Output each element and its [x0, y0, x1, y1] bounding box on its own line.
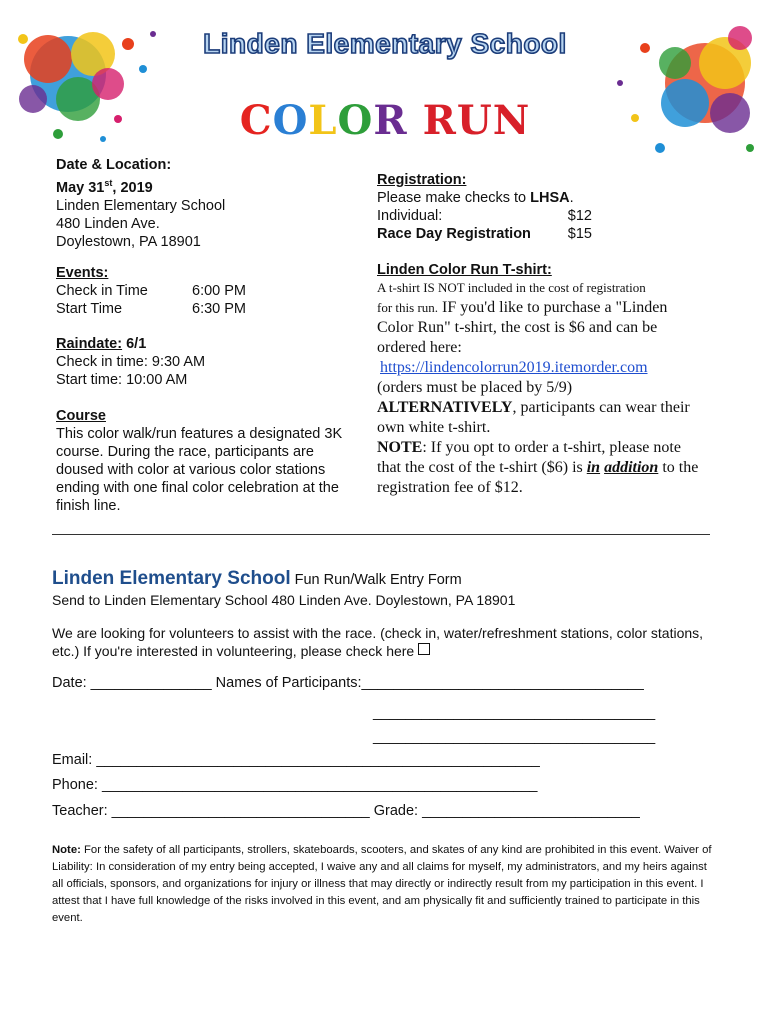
fee-row: Race Day Registration $15	[377, 226, 592, 242]
event-date: May 31st, 2019	[56, 178, 153, 196]
registration-checks: Please make checks to LHSA.	[377, 190, 574, 206]
date-location-block	[56, 156, 356, 251]
raindate-start: Start time: 10:00 AM	[56, 372, 188, 388]
tshirt-not-included: A t-shirt IS NOT included in the cost of registration	[377, 280, 646, 295]
teacher-grade-field[interactable]: Teacher: ________________________________ Grade: ___________________________	[52, 803, 640, 819]
event-title-letter: C	[239, 97, 273, 144]
tshirt-heading: Linden Color Run T-shirt:	[377, 262, 552, 278]
course-block	[56, 407, 356, 515]
date-location-heading: Date & Location:	[56, 157, 172, 173]
fee-row: Individual: $12	[377, 208, 592, 224]
tshirt-order-deadline: (orders must be placed by 5/9)	[377, 379, 573, 396]
event-title-letter: O	[272, 97, 309, 144]
waiver-note: Note: For the safety of all participants, strollers, skateboards, scooters, and skates of any kind are prohibited in this event. Waiver of Liability: In consideration of my entry being accepted, I waive any and all claims for myself, my administrators, and my heirs against all officials, sponsors, and organizations for injury or illness that may directly or indirectly result from my participation in this event. I attest that I have full knowledge of the risks involved in this event, and am physically fit and sufficiently trained to participate in this event.	[52, 844, 712, 924]
event-title-letter	[408, 97, 423, 144]
event-row: Check in Time 6:00 PM	[56, 283, 246, 299]
raindate-block	[56, 335, 356, 389]
school-title: Linden Elementary School	[203, 28, 567, 59]
participants-field-3[interactable]: ___________________________________	[373, 729, 656, 745]
event-title	[0, 97, 770, 144]
entry-form-title: Linden Elementary School Fun Run/Walk Entry Form	[52, 568, 462, 589]
events-heading: Events:	[56, 265, 109, 281]
section-divider	[52, 534, 710, 535]
volunteer-checkbox[interactable]	[418, 643, 430, 655]
event-title-letter: R	[422, 97, 457, 144]
events-block	[56, 264, 356, 318]
send-to-line: Send to Linden Elementary School 480 Linden Ave. Doylestown, PA 18901	[52, 592, 516, 608]
raindate-checkin: Check in time: 9:30 AM	[56, 354, 206, 370]
tshirt-note: NOTE: If you opt to order a t-shirt, please note that the cost of the t-shirt ($6) is in addition to the registration fee of $12.	[377, 439, 699, 496]
event-row: Start Time 6:30 PM	[56, 301, 246, 317]
tshirt-cost-text: Color Run" t-shirt, the cost is $6 and can be ordered here:	[377, 319, 658, 356]
event-title-letter: U	[456, 97, 493, 144]
tshirt-info-block	[377, 278, 707, 498]
date-participants-field[interactable]: Date: _______________ Names of Participants:___________________________________	[52, 675, 644, 691]
course-heading: Course	[56, 408, 106, 424]
location-street: 480 Linden Ave.	[56, 215, 160, 232]
course-description: This color walk/run features a designated 3K course. During the race, participants are doused with color at various color stations ending with one final color celebration at the finish line.	[56, 426, 343, 514]
email-field[interactable]: Email: _______________________________________________________	[52, 752, 540, 768]
tshirt-alternative: ALTERNATIVELY, participants can wear their own white t-shirt.	[377, 399, 690, 436]
location-name: Linden Elementary School	[56, 197, 226, 214]
phone-field[interactable]: Phone: ______________________________________________________	[52, 777, 538, 793]
event-title-letter: L	[308, 97, 338, 144]
raindate-line: Raindate: 6/1	[56, 336, 147, 352]
event-title-letter: R	[373, 97, 408, 144]
location-city: Doylestown, PA 18901	[56, 233, 201, 250]
volunteer-text: We are looking for volunteers to assist with the race. (check in, water/refreshment stations, color stations, etc.) If you're interested in volunteering, please check here	[52, 625, 704, 659]
registration-block	[377, 171, 592, 243]
participants-field-2[interactable]: ___________________________________	[373, 705, 656, 721]
tshirt-order-link[interactable]: https://lindencolorrun2019.itemorder.com	[380, 359, 648, 376]
event-title-letter: O	[337, 97, 374, 144]
event-title-letter: N	[492, 97, 531, 144]
registration-heading: Registration:	[377, 172, 467, 188]
tshirt-purchase-line: for this run. IF you'd like to purchase a "Linden	[377, 299, 668, 316]
